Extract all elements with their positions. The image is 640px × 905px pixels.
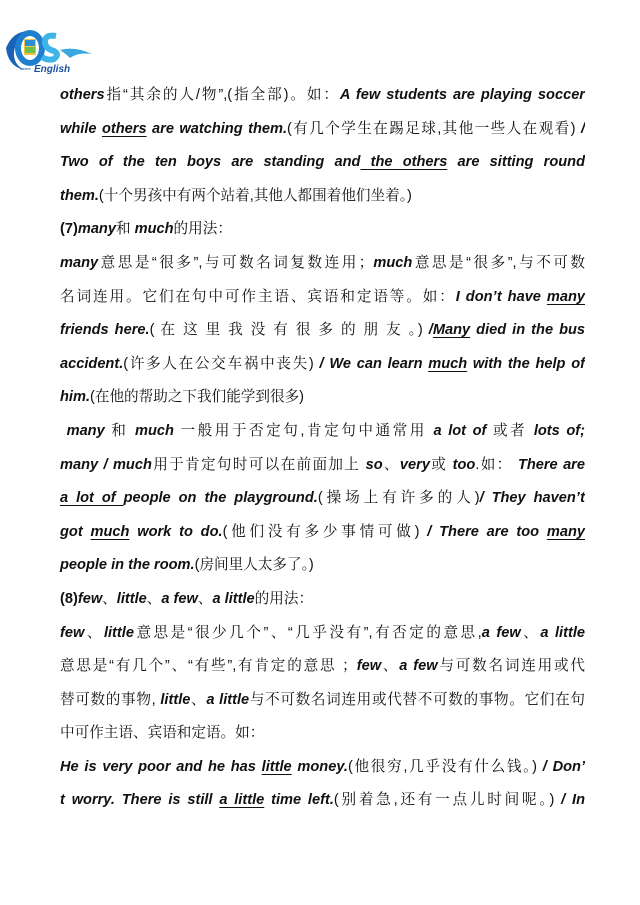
chinese-text: 的用法： — [173, 221, 232, 238]
english-text: him. — [60, 389, 90, 406]
chinese-text: 意思是“有几个”、“有些”,有肯定的意思 ； — [60, 658, 357, 675]
english-text: a little — [206, 691, 250, 708]
chinese-text: 的用法： — [254, 590, 314, 607]
english-text: (7) — [60, 221, 78, 238]
text-line — [60, 318, 585, 352]
english-text: friends here. — [60, 322, 150, 339]
underlined-example-word: a lot of — [60, 490, 124, 507]
english-text: few — [356, 658, 382, 675]
chinese-text: 和 — [104, 422, 136, 439]
english-text: accident. — [60, 355, 124, 372]
chinese-text: 一般用于否定句,肯定句中通常用 — [173, 422, 434, 439]
english-text: a little — [212, 590, 255, 607]
underlined-example-word: others — [101, 120, 147, 137]
chinese-text: 、 — [102, 590, 117, 607]
chinese-text: (在他的帮助之下我们能学到很多) — [90, 389, 305, 406]
english-text: with the help of — [467, 355, 585, 372]
english-text: t worry. There is still — [60, 792, 220, 809]
chinese-text: 与可数名词连用或代 — [437, 658, 585, 675]
english-text: There are — [517, 456, 585, 473]
chinese-text: 用于肯定句时可以在前面加上 — [151, 456, 366, 473]
english-text: much — [373, 254, 413, 271]
english-text: / Don’ — [537, 758, 585, 775]
chinese-text: 或 — [429, 456, 453, 473]
chinese-text: 意思是“很少几个”、“几乎没有”,有否定的意思, — [133, 624, 482, 641]
english-text: died in the bus — [470, 322, 585, 339]
english-text: many — [60, 254, 99, 271]
chinese-text: 、 — [520, 624, 541, 641]
chinese-text: 中可作主语、宾语和定语。如： — [60, 725, 265, 742]
chinese-text: (房间里人太多了。) — [194, 557, 314, 574]
text-line — [60, 688, 585, 722]
text-line — [60, 621, 585, 655]
text-line — [60, 385, 585, 419]
chinese-text: (操场上有许多的人) — [317, 490, 480, 507]
english-text: others — [60, 87, 105, 103]
english-text: are sitting round — [447, 154, 585, 171]
logo-english-text: English — [34, 64, 71, 74]
text-line — [60, 788, 585, 822]
chinese-text: (别着急,还有一点儿时间呢。) — [333, 792, 555, 809]
english-text: many — [77, 221, 116, 238]
chinese-text: 、 — [197, 590, 213, 607]
english-text: too — [452, 456, 476, 473]
english-text: (8) — [60, 590, 78, 607]
english-text: a few — [399, 658, 438, 675]
chinese-text: (十个男孩中有两个站着,其他人都围着他们坐着。) — [98, 187, 412, 204]
text-line — [60, 117, 585, 151]
underlined-example-word: Many — [432, 322, 471, 339]
chinese-text: 、 — [84, 624, 104, 641]
underlined-example-word: a little — [219, 792, 265, 809]
english-text: I don’t have — [455, 288, 547, 305]
chinese-text: 、 — [146, 590, 162, 607]
english-text: much — [135, 422, 174, 439]
english-text: a few — [481, 624, 521, 641]
text-line — [60, 352, 585, 386]
english-text: people in the room. — [60, 557, 195, 574]
english-text: / — [422, 322, 433, 339]
english-text: many — [60, 422, 105, 439]
english-text: while — [60, 120, 102, 137]
english-text: time left. — [264, 792, 334, 809]
chinese-text: (他很穷,几乎没有什么钱。) — [347, 758, 538, 775]
english-text: people on the playground. — [123, 490, 318, 507]
english-text: much — [134, 221, 174, 238]
underlined-example-word: much — [428, 355, 468, 372]
document-body — [60, 83, 585, 822]
english-text: a little — [540, 624, 585, 641]
english-text: them. — [60, 187, 99, 204]
text-line — [60, 150, 585, 184]
english-text: A few students are playing soccer — [339, 87, 585, 103]
text-line — [60, 453, 585, 487]
underlined-example-word: many — [546, 288, 585, 305]
chinese-text: 意思是“很多”,与不可数 — [412, 254, 585, 271]
text-line — [60, 83, 585, 117]
english-text: / We can learn — [313, 355, 429, 372]
chinese-text: 、 — [381, 658, 400, 675]
english-text: Two of the ten boys are standing and — [60, 154, 361, 171]
text-line — [60, 721, 585, 755]
os-english-logo — [4, 26, 96, 74]
english-text: money. — [291, 758, 348, 775]
text-line — [60, 217, 585, 251]
text-line — [60, 654, 585, 688]
chinese-text: 意思是“很多”,与可数名词复数连用； — [98, 254, 374, 271]
english-text: / — [575, 120, 585, 137]
chinese-text: 指“其余的人/物”,(指全部)。如： — [104, 87, 340, 103]
text-line — [60, 419, 585, 453]
chinese-text: (许多人在公交车祸中丧失) — [123, 355, 314, 372]
english-text: got — [60, 523, 91, 540]
chinese-text: 和 — [115, 221, 135, 238]
chinese-text: 替可数的事物, — [60, 691, 161, 708]
chinese-text: 名词连用。它们在句中可作主语、宾语和定语等。如： — [60, 288, 456, 305]
english-text: are watching them. — [146, 120, 288, 137]
underlined-example-word: the others — [360, 154, 448, 171]
underlined-example-word: many — [546, 523, 585, 540]
chinese-text: 、 — [382, 456, 400, 473]
english-text: a lot of — [433, 422, 487, 439]
underlined-example-word: little — [261, 758, 292, 775]
chinese-text: 或者 — [486, 422, 534, 439]
english-text: a few — [161, 590, 198, 607]
english-text: very — [399, 456, 430, 473]
chinese-text: ( 在 这 里 我 没 有 很 多 的 朋 友 。) — [149, 322, 423, 339]
chinese-text: 、 — [190, 691, 207, 708]
english-text: little — [160, 691, 191, 708]
text-line — [60, 285, 585, 319]
chinese-text: .如： — [475, 456, 518, 473]
text-line — [60, 587, 585, 621]
logo-tiny-text: Instant — [20, 67, 31, 71]
chinese-text: (他们没有多少事情可做) — [222, 523, 420, 540]
text-line — [60, 755, 585, 789]
text-line — [60, 553, 585, 587]
text-line — [60, 486, 585, 520]
english-text: little — [103, 624, 134, 641]
text-line — [60, 251, 585, 285]
english-text: / They haven’t — [479, 490, 585, 507]
text-line — [60, 520, 585, 554]
underlined-example-word: much — [90, 523, 130, 540]
text-line — [60, 184, 585, 218]
english-text: He is very poor and he has — [60, 758, 262, 775]
english-text: work to do. — [129, 523, 223, 540]
chinese-text: (有几个学生在踢足球,其他一些人在观看) — [287, 120, 576, 137]
english-text: few — [77, 590, 103, 607]
english-text: / In — [554, 792, 585, 809]
chinese-text: 与不可数名词连用或代替不可数的事物。它们在句 — [249, 691, 585, 708]
english-text: many / much — [60, 456, 152, 473]
english-text: few — [60, 624, 85, 641]
english-text: / There are too — [419, 523, 547, 540]
english-text: lots of; — [533, 422, 585, 439]
english-text: little — [116, 590, 147, 607]
english-text: so — [365, 456, 383, 473]
